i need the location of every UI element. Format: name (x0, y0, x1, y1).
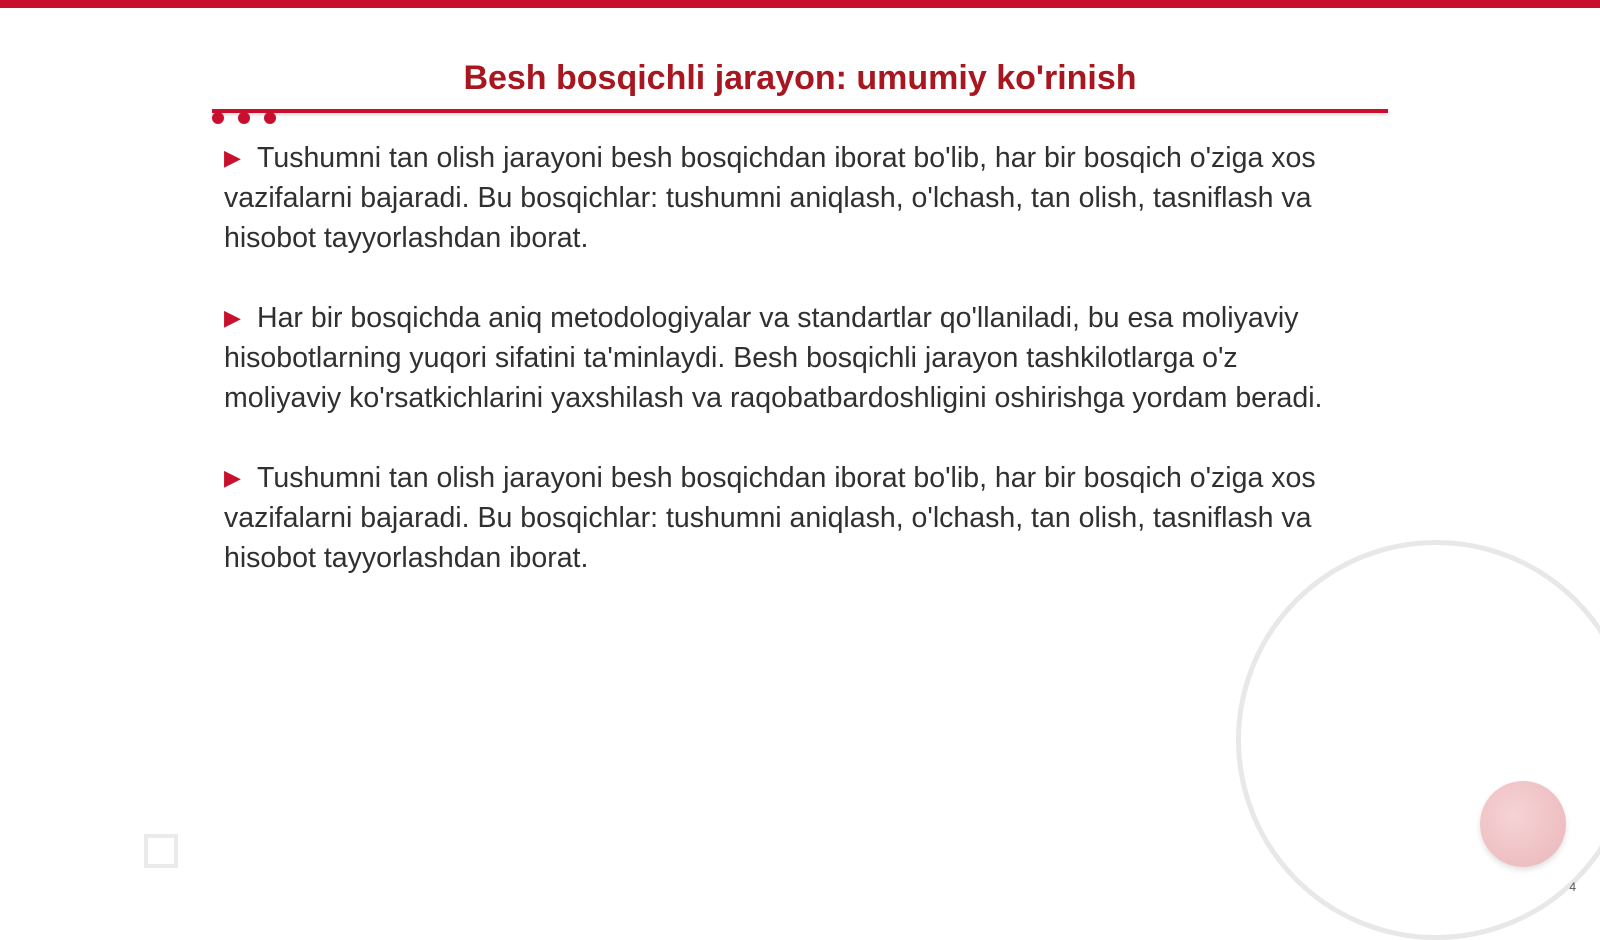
top-accent-bar (0, 0, 1600, 8)
triangle-bullet-icon: ▶ (224, 145, 241, 170)
underline-dot (264, 112, 276, 124)
title-underline (212, 109, 1388, 113)
decorative-pink-circle (1480, 781, 1566, 867)
slide-title: Besh bosqichli jarayon: umumiy ko'rinish (463, 59, 1137, 97)
decorative-square (144, 834, 178, 868)
bullet-item (224, 138, 1354, 258)
bullet-text: Tushumni tan olish jarayoni besh bosqichdan iborat bo'lib, har bir bosqich o'ziga xos vazifalarni bajaradi. Bu bosqichlar: tushumni aniqlash, o'lchash, tan olish, tasniflash va hisobot tayyorlashdan iborat. (224, 142, 1316, 254)
page-number: 4 (1569, 880, 1576, 894)
underline-dot (238, 112, 250, 124)
triangle-bullet-icon: ▶ (224, 465, 241, 490)
bullet-text: Har bir bosqichda aniq metodologiyalar va standartlar qo'llaniladi, bu esa moliyaviy hisobotlarning yuqori sifatini ta'minlaydi. Besh bosqichli jarayon tashkilotlarga o'z moliyaviy ko'rsatkichlarini yaxshilash va raqobatbardoshligini oshirishga yordam beradi. (224, 302, 1323, 414)
triangle-bullet-icon: ▶ (224, 305, 241, 330)
bullet-list (224, 138, 1354, 618)
bullet-text: Tushumni tan olish jarayoni besh bosqichdan iborat bo'lib, har bir bosqich o'ziga xos vazifalarni bajaradi. Bu bosqichlar: tushumni aniqlash, o'lchash, tan olish, tasniflash va hisobot tayyorlashdan iborat. (224, 462, 1316, 574)
underline-dot (212, 112, 224, 124)
bullet-item (224, 458, 1354, 578)
bullet-item (224, 298, 1354, 418)
